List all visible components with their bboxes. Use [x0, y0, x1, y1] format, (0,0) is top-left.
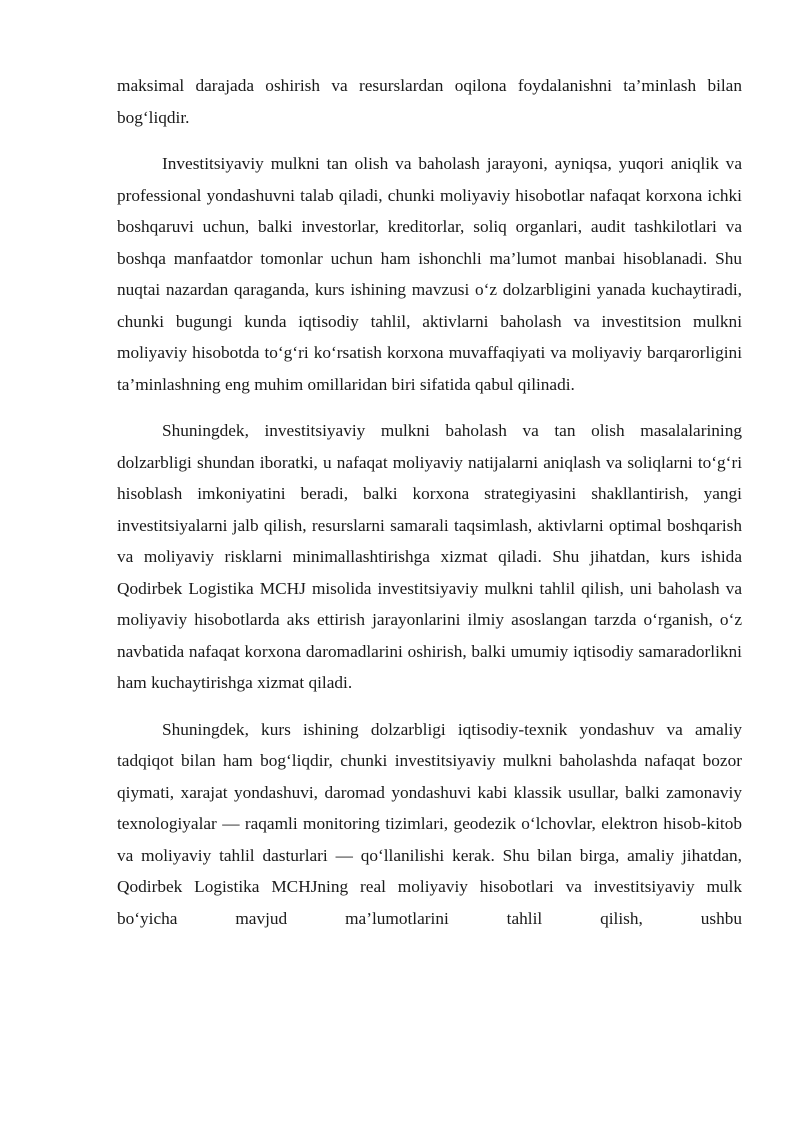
paragraph-continued: maksimal darajada oshirish va resurslardan oqilona foydalanishni ta’minlash bilan bog‘liqdir. — [117, 76, 742, 127]
paragraph: Shuningdek, kurs ishining dolzarbligi iqtisodiy-texnik yondashuv va amaliy tadqiqot bilan ham bog‘liqdir, chunki investitsiyaviy mulkni baholashda nafaqat bozor qiymati, xarajat yondashuvi, daromad yondashuvi kabi klassik usullar, balki zamonaviy texnologiyalar — raqamli monitoring tizimlari, geodezik o‘lchovlar, elektron hisob-kitob va moliyaviy tahlil dasturlari — qo‘llanilishi kerak. Shu bilan birga, amaliy jihatdan, Qodirbek Logistika MCHJning real moliyaviy hisobotlari va investitsiyaviy mulk bo‘yicha mavjud ma’lumotlarini tahlil qilish, ushbu — [117, 719, 742, 928]
paragraph: Investitsiyaviy mulkni tan olish va baholash jarayoni, ayniqsa, yuqori aniqlik va professional yondashuvni talab qiladi, chunki moliyaviy hisobotlar nafaqat korxona ichki boshqaruvi uchun, balki investorlar, kreditorlar, soliq organlari, audit tashkilotlari va boshqa manfaatdor tomonlar uchun ham ishonchli ma’lumot manbai hisoblanadi. Shu nuqtai nazardan qaraganda, kurs ishining mavzusi o‘z dolzarbligini yanada kuchaytiradi, chunki bugungi kunda iqtisodiy tahlil, aktivlarni baholash va investitsion mulkni moliyaviy hisobotda to‘g‘ri ko‘rsatish korxona muvaffaqiyati va moliyaviy barqarorligini ta’minlashning eng muhim omillaridan biri sifatida qabul qilinadi. — [117, 154, 742, 394]
paragraph: Shuningdek, investitsiyaviy mulkni baholash va tan olish masalalarining dolzarbligi shundan iboratki, u nafaqat moliyaviy natijalarni aniqlash va soliqlarni to‘g‘ri hisoblash imkoniyatini beradi, balki korxona strategiyasini shakllantirish, yangi investitsiyalarni jalb qilish, resurslarni samarali taqsimlash, aktivlarni optimal boshqarish va moliyaviy risklarni minimallashtirishga xizmat qiladi. Shu jihatdan, kurs ishida Qodirbek Logistika MCHJ misolida investitsiyaviy mulkni tahlil qilish, uni baholash va moliyaviy hisobotlarda aks ettirish jarayonlarini ilmiy asoslangan tarzda o‘rganish, o‘z navbatida nafaqat korxona daromadlarini oshirish, balki umumiy iqtisodiy samaradorlikni ham kuchaytirishga xizmat qiladi. — [117, 421, 742, 692]
document-body — [117, 70, 742, 949]
